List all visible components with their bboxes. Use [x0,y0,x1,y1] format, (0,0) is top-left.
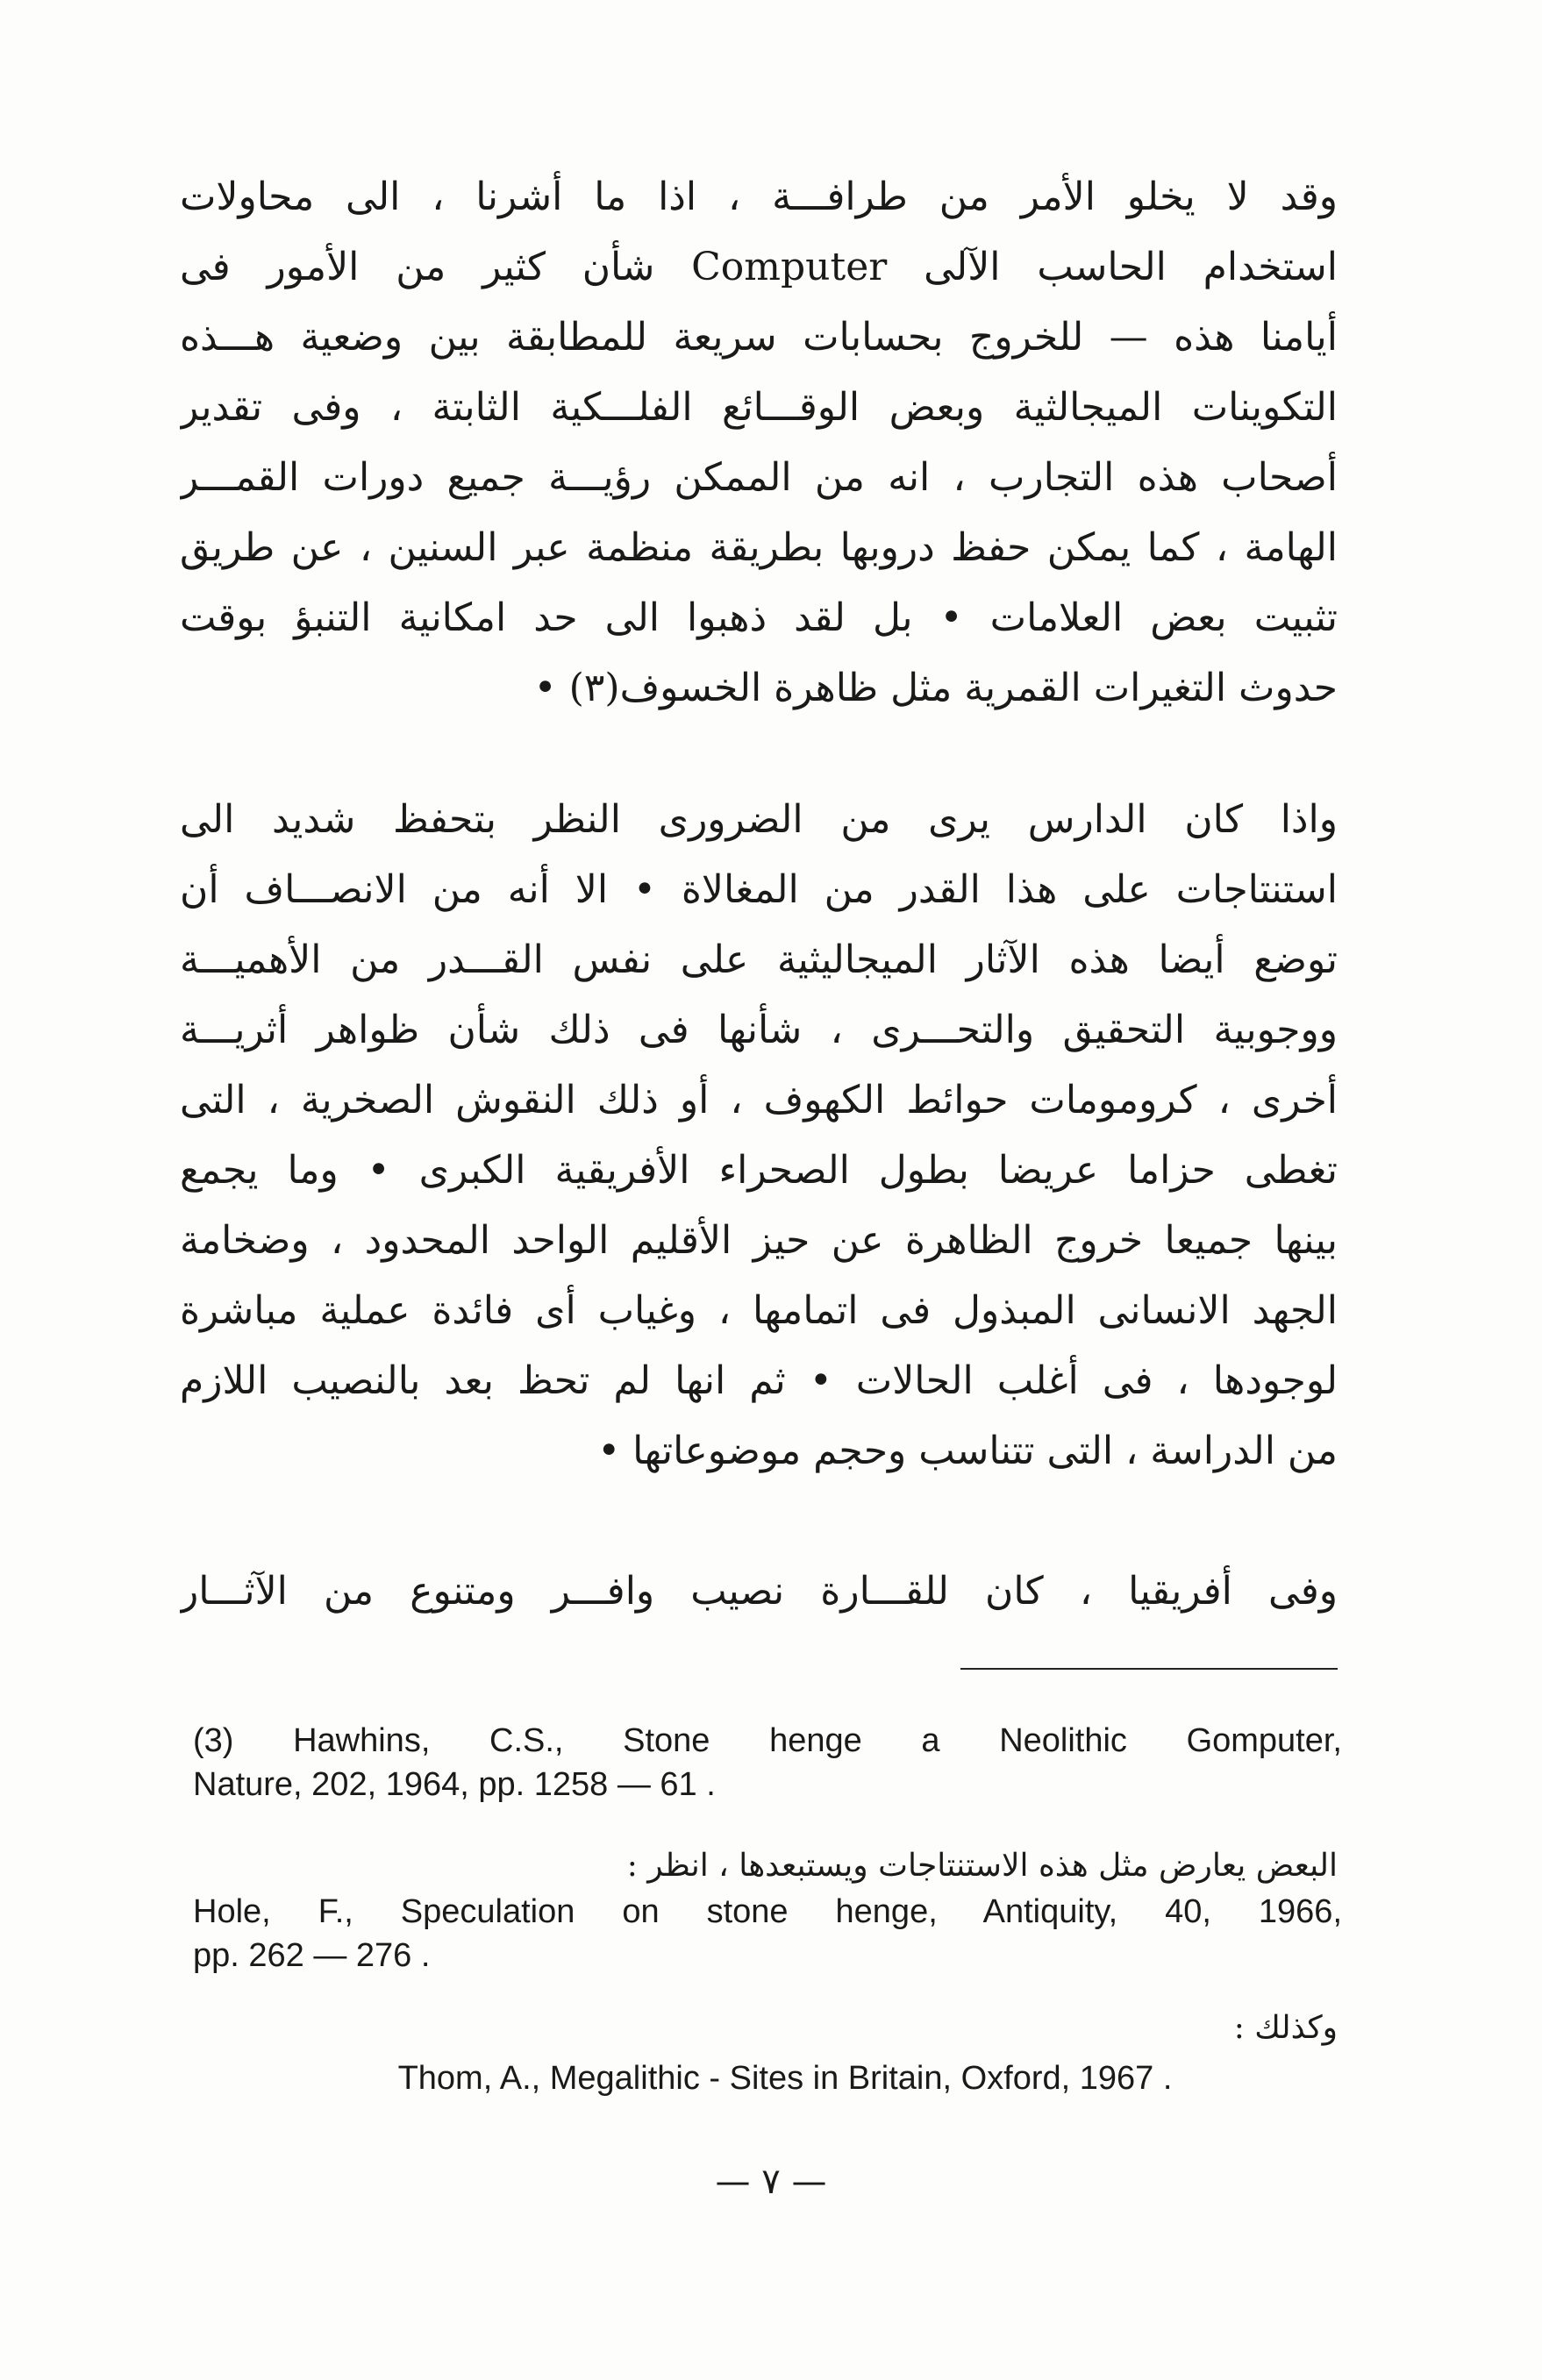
text-line: وفى أفريقيا ، كان للقـــارة نصيب وافـــر ومتنوع من الآثـــار [180,1569,1338,1614]
text-line: ووجوبية التحقيق والتحـــرى ، شأنها فى ذلك شأن ظواهر أثريـــة [180,1008,1338,1052]
text-line: استنتاجات على هذا القدر من المغالاة • الا أنه من الانصـــاف أن [180,867,1338,912]
text-line: توضع أيضا هذه الآثار الميجاليثية على نفس القـــدر من الأهميـــة [180,937,1338,982]
footnote-text: Nature, 202, 1964, pp. 1258 — 61 . [193,1766,716,1803]
text-line: التكوينات الميجالثية وبعض الوقـــائع الفلـــكية الثابتة ، وفى تقدير [180,385,1338,430]
footnote-separator [960,1668,1338,1670]
text-line: تثبيت بعض العلامات • بل لقد ذهبوا الى حد امكانية التنبؤ بوقت [180,595,1338,640]
paragraph-3 [180,1557,1338,1627]
text-line: تغطى حزاما عريضا بطول الصحراء الأفريقية الكبرى • وما يجمع [180,1148,1338,1193]
text-line: من الدراسة ، التى تتناسب وحجم موضوعاتها • [597,1429,1338,1473]
paragraph-2 [180,785,1338,1486]
text-line: وقد لا يخلو الأمر من طرافـــة ، اذا ما أشرنا ، الى محاولات [180,175,1338,219]
text-line: لوجودها ، فى أغلب الحالات • ثم انها لم تحظ بعد بالنصيب اللازم [180,1358,1338,1403]
footnote-hole-reference [193,1890,1342,1977]
footnote-arabic-note: البعض يعارض مثل هذه الاستنتاجات ويستبعدها ، انظر : [626,1848,1338,1884]
footnote-3 [193,1719,1342,1806]
text-line: واذا كان الدارس يرى من الضرورى النظر بتحفظ شديد الى [180,797,1338,842]
text-line: أصحاب هذه التجارب ، انه من الممكن رؤيـــة جميع دورات القمـــر [180,455,1338,500]
footnote-text: Thom, A., Megalithic - Sites in Britain, Oxford, 1967 . [397,2060,1173,2097]
text-line: بينها جميعا خروج الظاهرة عن حيز الأقليم الواحد المحدود ، وضخامة [180,1218,1338,1263]
text-line: أخرى ، كرومومات حوائط الكهوف ، أو ذلك النقوش الصخرية ، التى [180,1078,1338,1122]
footnote-text: (3) Hawhins, C.S., Stone henge a Neolithic Gomputer, [193,1722,1342,1759]
text-line: أيامنا هذه — للخروج بحسابات سريعة للمطابقة بين وضعية هـــذه [180,315,1338,360]
text-line: حدوث التغيرات القمرية مثل ظاهرة الخسوف(٣) • [533,666,1338,710]
text-line: الجهد الانسانى المبذول فى اتمامها ، وغياب أى فائدة عملية مباشرة [180,1288,1338,1333]
footnote-thom-reference [193,2056,1342,2100]
footnote-arabic-note: وكذلك : [1233,2010,1338,2046]
page-number: — ٧ — [715,2162,827,2202]
text-line: استخدام الحاسب الآلى Computer شأن كثير من الأمور فى [180,245,1338,289]
footnote-text: pp. 262 — 276 . [193,1937,431,1974]
text-line: الهامة ، كما يمكن حفظ دروبها بطريقة منظمة عبر السنين ، عن طريق [180,525,1338,570]
paragraph-1 [180,162,1338,723]
footnote-text: Hole, F., Speculation on stone henge, Antiquity, 40, 1966, [193,1893,1342,1930]
